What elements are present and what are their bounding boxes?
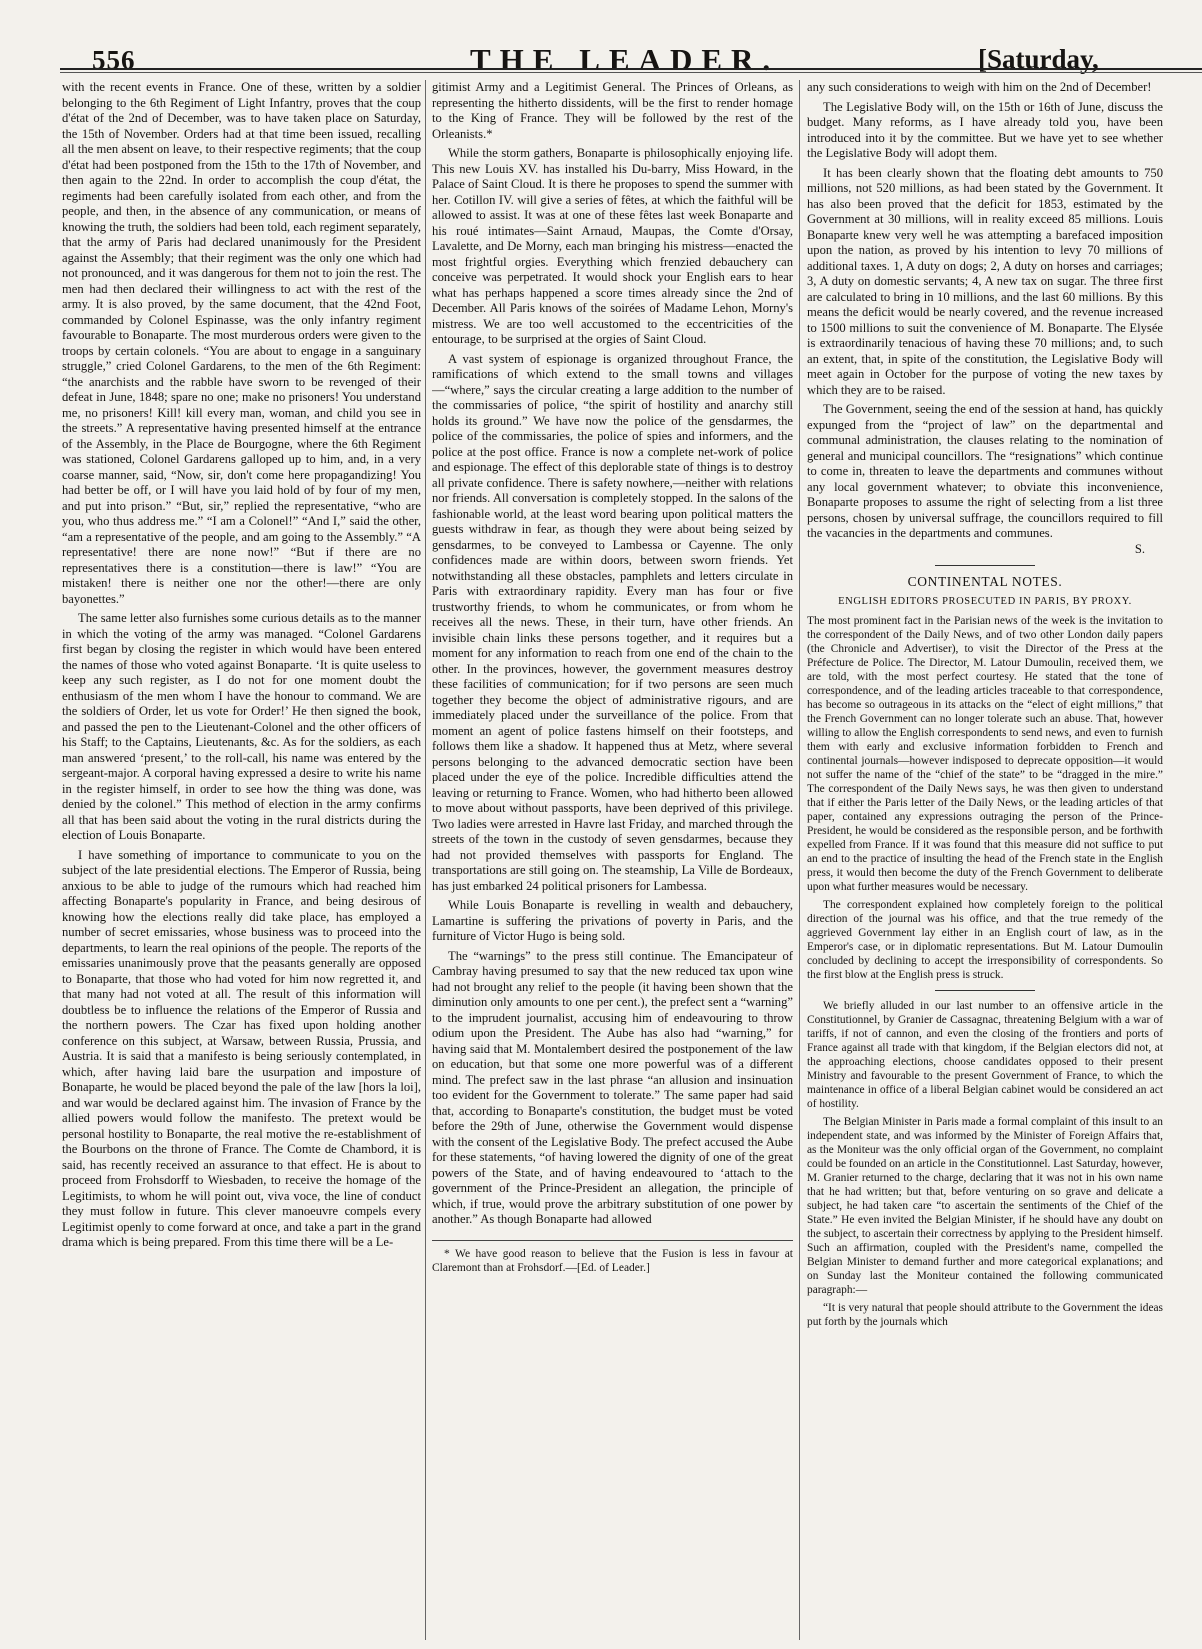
paragraph: any such considerations to weigh with him on the 2nd of December! xyxy=(807,80,1152,94)
paragraph: A vast system of espionage is organized throughout France, the ramifications of which extend to the small towns and villages—“where,” says the circular creating a large addition to the number of the commissaries of police, “the spirit of hostility and anarchy still holds its ground.” We have now the police of the gensdarmes, the police of the commissaries, the police of spies and informers, and the police at the post office. France is now a complete net-work of police and espionage. The effect of this deplorable state of things is to destroy all private confidence. There is safety nowhere,—neither with relations nor friends. All conversation is completely stopped. In the salons of the fashionable world, at the least word bearing upon political matters the guests withdraw in fear, as though they were about being seized by gensdarmes, to be conveyed to Lambessa or Cayenne. The only confidences made are within doors, between sworn friends. Yet notwithstanding all these obstacles, pamphlets and letters circulate in Paris with extraordinary rapidity. Every man has four or five trustworthy friends, to whom he communicates, or from whom he receives all the news. These, in their turn, have other friends. An invisible chain links these persons together, and it requires but a moment for any information to reach from one end of the chain to the other. In the provinces, however, the government measures destroy these facilities of communication; for if two persons are seen much together they become the object of administrative rigours, and are immediately placed under the surveillance of the police. From that moment an agent of police fastens himself on their footsteps, and follows them like a shadow. It happened thus at Metz, where several persons belonging to the advanced democratic section have been placed under the eye of the police. Incredible difficulties attend the leaving or returning to France. Women, who had hitherto been allowed to move about without passports, have been deprived of this privilege. Two ladies were arrested in Havre last Friday, and marched through the streets of the town in the custody of seven gensdarmes, because they had not provided themselves with passports for England. The transportations are still going on. The steamship, La Ville de Bordeaux, has just embarked 24 political prisoners for Lambessa. xyxy=(432,351,793,893)
page-number: 556 xyxy=(92,45,136,75)
continental-notes xyxy=(807,614,1163,1329)
paragraph: While the storm gathers, Bonaparte is philosophically enjoying life. This new Louis XV. has installed his Du-barry, Miss Howard, in the Palace of Saint Cloud. It is there he proposes to spend the summer with her. Cotillon IV. will give a series of fêtes, at which the faithful will be allowed to assist. It was at one of these fêtes last week Bonaparte and his roué intimates—Saint Arnaud, Maupas, the Comte d'Orsay, Lavalette, and De Morny, each man bringing his mistress—enacted the most frightful orgies. Everything which frenzied debauchery can conceive was perpetrated. It would shock your English ears to hear what has perhaps happened a score times already since the 2nd of December. All Paris knows of the soirées of Madame Lehon, Morny's mistress. We are too well accustomed to the eccentricities of the entourage, to be surprised at the orgies of Saint Cloud. xyxy=(432,146,793,346)
section-subheading: ENGLISH EDITORS PROSECUTED IN PARIS, BY PROXY. xyxy=(838,595,1132,607)
paragraph: gitimist Army and a Legitimist General. The Princes of Orleans, as representing the hitherto dissidents, will be the first to render homage to the King of France. They will be followed by the rest of the Orleanists.* xyxy=(432,80,793,141)
header-rule-thin xyxy=(60,72,1202,73)
section-divider xyxy=(935,565,1035,566)
column-1 xyxy=(62,80,421,1640)
paragraph: We briefly alluded in our last number to an offensive article in the Constitutionnel, by Granier de Cassagnac, threatening Belgium with a war of tariffs, if not of cannon, and even the closing of the frontiers and ports of France against all trade with that kingdom, if the Belgian electors did not, at the approaching elections, choose candidates opposed to their present Ministry and favourable to the present Government of France, to which the maintenance in office of a liberal Belgian cabinet would be considered an act of hostility. xyxy=(807,1000,1163,1110)
paragraph: The “warnings” to the press still continue. The Emancipateur of Cambray having presumed to say that the new reduced tax upon wine had not brought any relief to the people (it having been shown that the diminution only amounts to one per cent.), the prefect sent a “warning” to the imprudent journalist, accusing him of endeavouring to throw odium upon the President. The Aube has also had “warning,” for having said that M. Montalembert desired the postponement of the law on education, but that some one more powerful was of a different mind. The prefect saw in the last phrase “an allusion and insinuation too evident for the Government to tolerate.” The same paper had said that, according to Bonaparte's constitution, the budget must be voted before the 29th of June, otherwise the Government would dispense with the consent of the Legislative Body. The prefect accused the Aube for these statements, “of having lowered the dignity of one of the great powers of the State, and of having endeavoured to ‘attach to the government of the Prince-President an allegation, the principle of which, if true, would prove the arbitrary substitution of one power by another.” As though Bonaparte had allowed xyxy=(432,948,793,1226)
column-3 xyxy=(807,80,1163,1640)
issue-day: [Saturday, xyxy=(978,44,1099,74)
paragraph: The Government, seeing the end of the session at hand, has quickly expunged from the “project of law” on the departmental and communal administration, the clauses relating to the nomination of general and municipal councillors. The “resignations” which continue to come in, threaten to leave the departments and communes without any local government whatever; to obviate this inconvenience, Bonaparte proposes to assume the right of selecting from a list three persons, chosen by universal suffrage, the councillors required to fill the vacancies in the departments and communes. xyxy=(807,402,1163,540)
masthead xyxy=(0,0,1202,77)
paragraph: with the recent events in France. One of these, written by a soldier belonging to the 6th Regiment of Light Infantry, proves that the coup d'état of the 2nd of December, was to have taken place on Saturday, the 15th of November. Orders had at that time been issued, recalling all the men absent on leave, to their respective regiments; that the coup d'état had been postponed from the 15th to the 17th of November, and then again to the 22nd. In order to accomplish the coup d'état, the regiments had been carefully isolated from each other, and from the people, and then, in the absence of any communication, or means of knowing the truth, the soldiers had been told, each regiment separately, that the army of Paris had declared unanimously for the President against the Assembly; that their regiment was the only one which had not pronounced, and it was dangerous for them not to join the rest. The men had then declared their willingness to act with the rest of the army. It is also proved, by the same document, that the 42nd Foot, commanded by Colonel Espinasse, was the only infantry regiment favourable to Bonaparte. The most murderous orders were given to the troops by certain colonels. “You are about to engage in a sanguinary struggle,” cried Colonel Gardarens, to the men of the 6th Regiment: “the anarchists and the rabble have sworn to be revenged of their defeat in June, 1848; spare no one; make no prisoners! You understand me, no prisoners! Kill! kill every man, woman, and child you see in the streets.” A representative having presented himself at the entrance of the Assembly, in the Place de Bourgogne, where the 6th Regiment was stationed, Colonel Gardarens galloped up to him, and, in a very coarse manner, said, “Now, sir, don't come here propagandizing! You had better be off, or I will have you laid hold of by four of my men, and put into prison.” “But, sir,” replied the representative, “who are you, who thus address me.” “I am a Colonel!” “And I,” said the other, “am a representative of the people, and am going to the Assembly.” “A representative! there are none now!” “But if there are no representatives there is a constitution—there is law!” “You are mistaken! there is neither one nor the other!—there are only bayonettes.” xyxy=(62,80,421,606)
paragraph: The Belgian Minister in Paris made a formal complaint of this insult to an independent state, and was informed by the Minister of Foreign Affairs that, as the Moniteur was the only official organ of the Government, no complaint could be founded on an article in the Constitutionnel. Last Saturday, however, M. Granier returned to the charge, declaring that it was not in his own name that he had written; but that, before venturing on so grave and delicate a subject, he had taken care “to ascertain the sentiments of the Chief of the State.” He even invited the Belgian Minister, if he should have any doubt on the subject, to ascertain their correctness by applying to the President himself. Such an affirmation, coupled with the President's name, compelled the Belgian Minister to demand further and more categorical explanations; and on Sunday last the Moniteur contained the following communicated paragraph:— xyxy=(807,1116,1163,1296)
column-rule-2 xyxy=(799,80,800,1640)
paragraph: The Legislative Body will, on the 15th or 16th of June, discuss the budget. Many reforms, as I have already told you, have been introduced into it by the committee. But we have yet to see whether the Legislative Body will adopt them. xyxy=(807,99,1163,160)
paragraph: “It is very natural that people should attribute to the Government the ideas put forth by the journals which xyxy=(807,1302,1163,1328)
paragraph: While Louis Bonaparte is revelling in wealth and debauchery, Lamartine is suffering the privations of poverty in Paris, and the furniture of Victor Hugo is being sold. xyxy=(432,898,793,943)
footnote xyxy=(432,1240,793,1275)
paragraph: The correspondent explained how completely foreign to the political direction of the journal was his office, and that the true remedy of the aggrieved Government lay either in an English court of law, as in the Emperor's case, or in diplomatic representations. But M. Latour Dumoulin concluded by declining to accept the irresponsibility of correspondents. So the first blow at the English press is struck. xyxy=(807,899,1163,981)
header-rule xyxy=(60,68,1202,70)
paragraph: I have something of importance to communicate to you on the subject of the late presidential elections. The Emperor of Russia, being anxious to be able to judge of the rumours which had reached him affecting Bonaparte's popularity in France, and being desirous of knowing how the elections really did take place, has employed a number of secret emissaries, whose business was to proceed into the departments, to learn the real opinions of the people. The reports of the emissaries unanimously prove that the peasants generally are opposed to Bonaparte, that those who had voted for him now regretted it, and that many had not voted at all. The result of this information will doubtless be to influence the relations of the Emperor of Russia and the northern powers. The Czar has fixed upon holding another conference on this subject, at Warsaw, between Russia, Prussia, and Austria. It is said that a manifesto is being seriously contemplated, in which, after having laid bare the usurpation and imposture of Bonaparte, he would be placed beyond the pale of the law [hors la loi], and war would be declared against him. The invasion of France by the allied powers would follow the manifesto. The pretext would be personal hostility to Bonaparte, the real motive the re-establishment of the Bourbons on the throne of France. The Comte de Chambord, it is said, has recently received an assurance to that effect. He is about to proceed from Frohsdorff to Wiesbaden, to receive the homage of the Legitimists, to whom he will point out, viva voce, the line of conduct they must follow in future. This clever manoeuvre compels every Legitimist openly to come forward at once, and take a part in the grand drama which is being prepared. From this time there will be a Le- xyxy=(62,847,421,1249)
column-2 xyxy=(432,80,793,1640)
paragraph: It has been clearly shown that the floating debt amounts to 750 millions, not 520 millions, as had been stated by the Government. It has also been proved that the deficit for 1853, estimated by the Government at 30 millions, will in reality exceed 85 millions. Louis Bonaparte knew very well he was attempting a barefaced imposition upon the nation, as proved by his intention to levy 70 millions of additional taxes. 1, A duty on dogs; 2, A duty on horses and carriages; 3, A duty on domestic servants; 4, A new tax on sugar. The three first are calculated to bring in 10 millions, and the last 60 millions. By this means the deficit would be nearly covered, and the revenue increased to 1500 millions to suit the convenience of M. Bonaparte. The Elysée is extraordinarily tenacious of having these 70 millions; and, to such an extent, that, in spite of the constitution, the Legislative Body will meet again in October for the purpose of voting the new taxes by which they are to be raised. xyxy=(807,165,1163,397)
signature: S. xyxy=(1134,541,1145,556)
newspaper-title: THE LEADER. xyxy=(470,42,780,77)
paragraph: The most prominent fact in the Parisian news of the week is the invitation to the correspondent of the Daily News, and of two other London daily papers (the Chronicle and Advertiser), to visit the Director of the Press at the Préfecture de Police. The Director, M. Latour Dumoulin, received them, we are told, with the most perfect courtesy. He stated that the tone of correspondence, and of the leading articles traceable to that correspondence, has become so outrageous in its attacks on the “elect of eight millions,” that the French Government can no longer tolerate such an abuse. That, however willing to allow the English correspondents to send news, and even to furnish them with early and exclusive information forbidden to French and continental journals—however indisposed to deprecate opposition—it would not suffer the name of the “chief of the state” to be “dragged in the mire.” The correspondent of the Daily News says, he was then given to understand that if either the Paris letter of the Daily News, or the leading articles of that paper, contained any expressions outraging the person of the Prince-President, he would be considered as the responsible person, and be forthwith expelled from France. If it was found that this measure did not suffice to put an end to the practice of insulting the head of the French state in the English press, it would then become the duty of the French Government to deliberate upon what further measures would be necessary. xyxy=(807,615,1163,893)
footnote-text: * We have good reason to believe that the Fusion is less in favour at Claremont than at Frohsdorf.—[Ed. of Leader.] xyxy=(432,1247,793,1274)
paragraph: The same letter also furnishes some curious details as to the manner in which the voting of the army was managed. “Colonel Gardarens first began by closing the register in which would have been entered the names of those who voted against Bonaparte. ‘It is quite useless to keep any such register, as I do not for one moment doubt the enthusiasm of the men whom I have the honour to command. We are the soldiers of Order, let us vote for Order!’ He then signed the book, and passed the pen to the Lieutenant-Colonel and the other officers of his Staff; to the Captains, Lieutenants, &c. As for the soldiers, as each man answered ‘present,’ to the roll-call, his name was entered by the sergeant-major. A corporal having expressed a desire to write his name in the register himself, in order to see how the thing was done, was denied by the colonel.” This method of election in the army confirms all that has been said about the voting in the rural districts during the election of Louis Bonaparte. xyxy=(62,611,421,842)
section-heading: CONTINENTAL NOTES. xyxy=(907,574,1063,589)
column-rule-1 xyxy=(425,80,426,1640)
section-divider xyxy=(935,990,1035,991)
